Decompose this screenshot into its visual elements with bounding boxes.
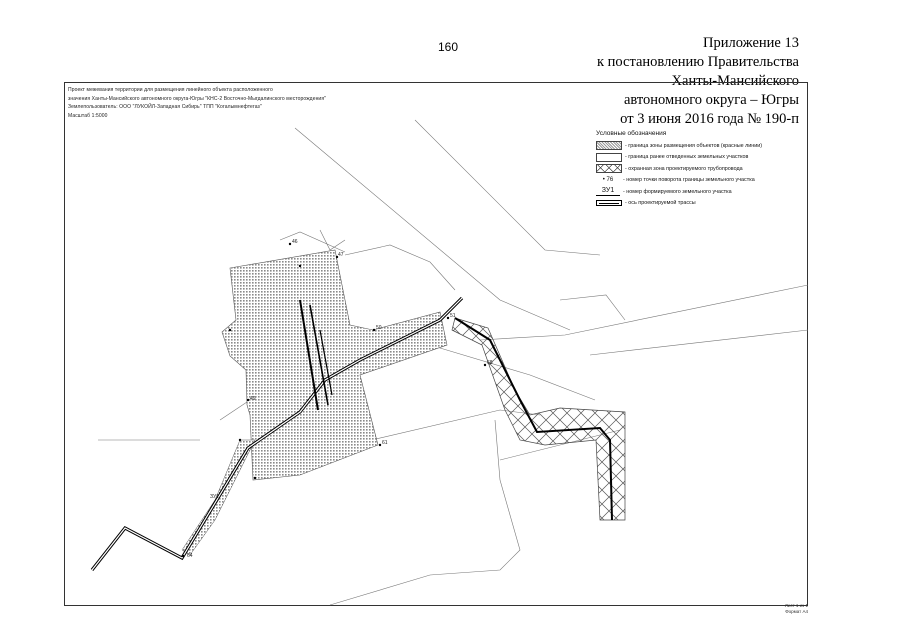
- legend-item-text: - ось проектируемой трассы: [625, 200, 696, 207]
- point-label: 51: [450, 313, 456, 319]
- drawing-title-line: Землепользователь: ООО "ЛУКОЙЛ-Западная Сибирь" ТПП "Когалымнефтегаз": [68, 104, 262, 111]
- page-number: 160: [438, 40, 459, 54]
- appendix-line: автономного округа – Югры: [623, 92, 799, 108]
- point-label: ЗУ1: [210, 494, 219, 500]
- legend-title: Условные обозначения: [596, 130, 667, 137]
- sheet-format: Формат А4: [785, 609, 808, 614]
- appendix-line: Ханты-Мансийского: [671, 73, 799, 89]
- point-label: 46: [292, 239, 298, 245]
- point-label: 50: [376, 325, 382, 331]
- legend-item: [596, 186, 806, 198]
- point-label: 61: [382, 440, 388, 446]
- crosshatch-icon: [596, 164, 622, 173]
- drawing-title-line: Масштаб 1:5000: [68, 112, 108, 119]
- point-label: 47: [338, 252, 344, 258]
- legend-item: [596, 152, 806, 164]
- map-legend: [596, 130, 806, 209]
- point-label: 68: [487, 360, 493, 366]
- point-label: 49: [250, 396, 256, 402]
- legend-item-text: - граница ранее отведенных земельных участков: [625, 154, 749, 161]
- placement-zone-hatched: [222, 250, 447, 480]
- legend-item: [596, 198, 806, 210]
- appendix-line: от 3 июня 2016 года № 190-п: [620, 111, 799, 127]
- drawing-title-line: значения Ханты-Мансийского автономного округа-Югры "КНС-2 Восточно-Мыгдалинского месторождения": [68, 95, 327, 102]
- empty-box-icon: [596, 153, 622, 162]
- legend-item: [596, 140, 806, 152]
- legend-item: [596, 175, 806, 187]
- drawing-title-line: Проект межевания территории для размещения линейного объекта расположенного: [68, 87, 273, 93]
- legend-item-text: - номер точки поворота границы земельного участка: [623, 177, 755, 184]
- sheet-footer: [785, 603, 808, 615]
- point-icon: • 76: [602, 176, 614, 183]
- legend-item: [596, 163, 806, 175]
- point-label: 64: [187, 553, 193, 559]
- appendix-line: к постановлению Правительства: [597, 54, 799, 70]
- legend-item-text: - граница зоны размещения объектов (красные линии): [625, 142, 763, 149]
- axis-line-icon: [596, 200, 622, 206]
- protection-zone-crosshatch: [452, 318, 625, 520]
- sheet-number: Лист 1 из 1: [784, 603, 808, 608]
- legend-item-text: - охранная зона проектируемого трубопровода: [625, 165, 743, 172]
- appendix-line: Приложение 13: [703, 35, 799, 51]
- legend-item-text: - номер формируемого земельного участка: [623, 188, 732, 195]
- parcel-id-icon: ЗУ1: [596, 187, 620, 196]
- hatched-area-icon: [596, 141, 622, 150]
